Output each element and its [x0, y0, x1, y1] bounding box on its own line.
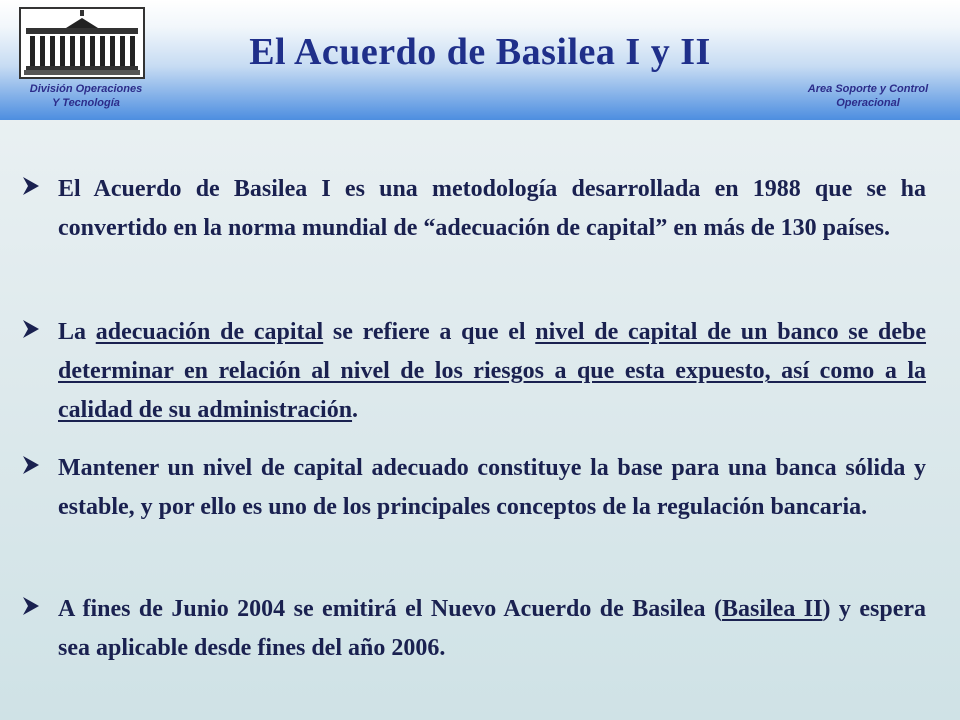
arrow-bullet-icon [22, 319, 40, 339]
division-label [6, 82, 166, 110]
bullet-2-underlined-term: adecuación de capital [95, 319, 324, 345]
division-line-1: División Operaciones [29, 83, 143, 95]
bullet-2-text-c: . [352, 397, 359, 423]
bullet-2-text-b: se refiere a que el [323, 319, 536, 345]
bullet-2-text-a: La [58, 319, 96, 345]
area-line-2: Operacional [836, 97, 900, 109]
bullet-4-underlined-term: Basilea II [722, 596, 823, 622]
arrow-bullet-icon [22, 596, 40, 616]
header-banner [0, 0, 960, 120]
bullet-text-3: Mantener un nivel de capital adecuado constituye la base para una banca sólida y estable, y por ello es uno de los principales conceptos de la regulación bancaria. [58, 455, 926, 520]
bullet-4-text-a: A fines de Junio 2004 se emitirá el Nuevo Acuerdo de Basilea ( [58, 596, 722, 622]
bullet-item-4 [22, 590, 926, 668]
division-line-2: Y Tecnología [52, 97, 120, 109]
bullet-text-4 [58, 590, 926, 668]
bullet-item-3 [22, 449, 926, 527]
arrow-bullet-icon [22, 176, 40, 196]
page-title: El Acuerdo de Basilea I y II [249, 31, 711, 73]
bullet-text-1: El Acuerdo de Basilea I es una metodología desarrollada en 1988 que se ha convertido en la norma mundial de “adecuación de capital” en más de 130 países. [58, 176, 926, 241]
bullet-2-underlined-definition: nivel de capital de un banco se debe determinar en relación al nivel de los riesgos a que esta expuesto, así como a la calidad de su administración [58, 319, 927, 423]
bullet-text-2 [58, 313, 926, 430]
bullet-4-text-b: ) y espera sea aplicable desde fines del año 2006. [58, 596, 926, 661]
area-label [780, 82, 956, 110]
arrow-bullet-icon [22, 455, 40, 475]
area-line-1: Area Soporte y Control [807, 83, 929, 95]
bullet-item-1 [22, 170, 926, 248]
bullet-item-2 [22, 313, 926, 430]
